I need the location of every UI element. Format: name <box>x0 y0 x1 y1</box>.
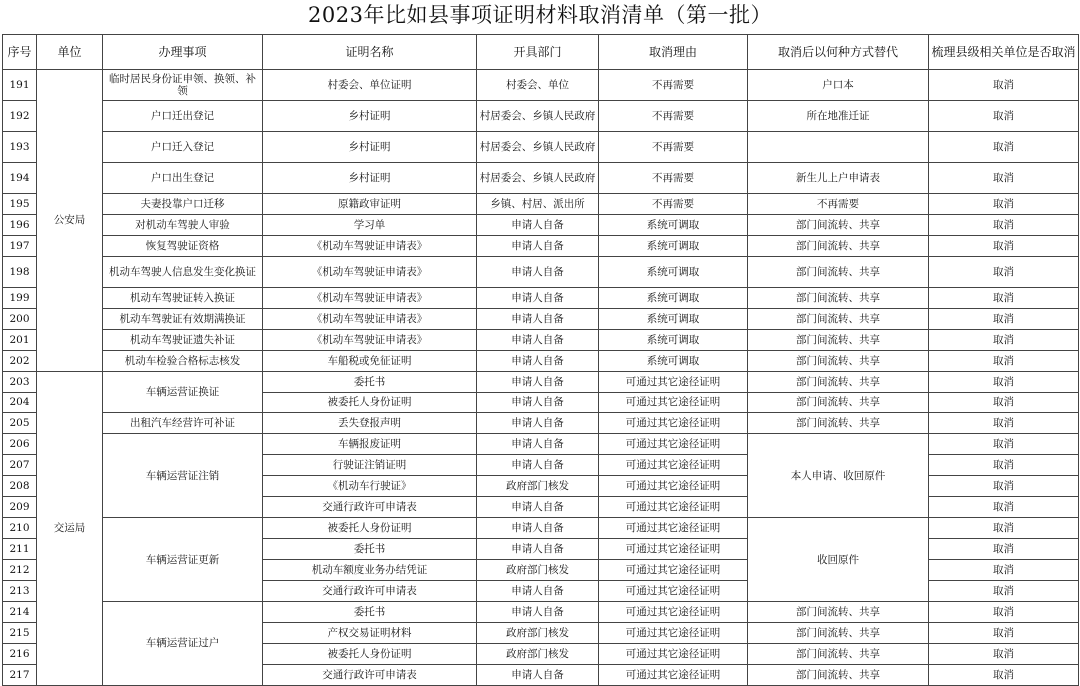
cancel-cell: 取消 <box>929 518 1079 539</box>
cert-cell: 《机动车驾驶证申请表》 <box>263 256 477 287</box>
cert-cell: 委托书 <box>263 371 477 392</box>
item-cell: 临时居民身份证申领、换领、补领 <box>103 70 263 101</box>
row-number: 203 <box>3 371 37 392</box>
reason-cell: 系统可调取 <box>599 214 748 235</box>
reason-cell: 可通过其它途径证明 <box>599 539 748 560</box>
replace-cell: 部门间流转、共享 <box>748 622 929 643</box>
cert-cell: 车船税或免征证明 <box>263 350 477 371</box>
reason-cell: 可通过其它途径证明 <box>599 560 748 581</box>
item-cell: 恢复驾驶证资格 <box>103 235 263 256</box>
row-number: 214 <box>3 601 37 622</box>
row-number: 197 <box>3 235 37 256</box>
cert-cell: 丢失登报声明 <box>263 413 477 434</box>
cancel-cell: 取消 <box>929 101 1079 132</box>
reason-cell: 可通过其它途径证明 <box>599 392 748 413</box>
cert-cell: 《机动车驾驶证申请表》 <box>263 308 477 329</box>
cancel-cell: 取消 <box>929 476 1079 497</box>
dept-cell: 申请人自备 <box>477 580 599 601</box>
cert-cell: 《机动车驾驶证申请表》 <box>263 329 477 350</box>
reason-cell: 可通过其它途径证明 <box>599 643 748 664</box>
cancel-cell: 取消 <box>929 434 1079 455</box>
cert-cell: 被委托人身份证明 <box>263 392 477 413</box>
row-number: 204 <box>3 392 37 413</box>
replace-cell: 不再需要 <box>748 194 929 215</box>
row-number: 217 <box>3 664 37 685</box>
cancel-cell: 取消 <box>929 413 1079 434</box>
replace-cell: 户口本 <box>748 70 929 101</box>
row-number: 198 <box>3 256 37 287</box>
cancel-cell: 取消 <box>929 163 1079 194</box>
row-number: 199 <box>3 287 37 308</box>
replace-cell: 部门间流转、共享 <box>748 329 929 350</box>
header-cell: 取消理由 <box>599 35 748 70</box>
cancel-cell: 取消 <box>929 539 1079 560</box>
header-cell: 取消后以何种方式替代 <box>748 35 929 70</box>
cancel-cell: 取消 <box>929 497 1079 518</box>
reason-cell: 不再需要 <box>599 101 748 132</box>
cert-cell: 委托书 <box>263 601 477 622</box>
replace-cell <box>748 132 929 163</box>
header-cell: 办理事项 <box>103 35 263 70</box>
row-number: 210 <box>3 518 37 539</box>
replace-cell: 部门间流转、共享 <box>748 287 929 308</box>
cert-cell: 被委托人身份证明 <box>263 643 477 664</box>
cancel-list-table <box>2 34 1079 686</box>
reason-cell: 可通过其它途径证明 <box>599 580 748 601</box>
cancel-cell: 取消 <box>929 371 1079 392</box>
replace-cell: 本人申请、收回原件 <box>748 434 929 518</box>
unit-cell: 交运局 <box>37 371 103 685</box>
item-cell: 户口迁入登记 <box>103 132 263 163</box>
table-row <box>3 287 1079 308</box>
item-cell: 车辆运营证注销 <box>103 434 263 518</box>
header-cell: 开具部门 <box>477 35 599 70</box>
cancel-cell: 取消 <box>929 350 1079 371</box>
replace-cell: 部门间流转、共享 <box>748 256 929 287</box>
cancel-cell: 取消 <box>929 664 1079 685</box>
page-title: 2023年比如县事项证明材料取消清单（第一批） <box>308 3 772 27</box>
dept-cell: 申请人自备 <box>477 308 599 329</box>
cancel-cell: 取消 <box>929 392 1079 413</box>
replace-cell: 部门间流转、共享 <box>748 371 929 392</box>
table-row <box>3 235 1079 256</box>
replace-cell: 收回原件 <box>748 518 929 602</box>
replace-cell: 新生儿上户申请表 <box>748 163 929 194</box>
cert-cell: 行驶证注销证明 <box>263 455 477 476</box>
dept-cell: 政府部门核发 <box>477 476 599 497</box>
replace-cell: 部门间流转、共享 <box>748 601 929 622</box>
dept-cell: 政府部门核发 <box>477 560 599 581</box>
cert-cell: 交通行政许可申请表 <box>263 664 477 685</box>
table-row <box>3 256 1079 287</box>
dept-cell: 申请人自备 <box>477 413 599 434</box>
item-cell: 车辆运营证更新 <box>103 518 263 602</box>
cert-cell: 村委会、单位证明 <box>263 70 477 101</box>
row-number: 208 <box>3 476 37 497</box>
cert-cell: 《机动车行驶证》 <box>263 476 477 497</box>
replace-cell: 部门间流转、共享 <box>748 308 929 329</box>
item-cell: 机动车驾驶证遗失补证 <box>103 329 263 350</box>
row-number: 205 <box>3 413 37 434</box>
table-row <box>3 329 1079 350</box>
row-number: 209 <box>3 497 37 518</box>
dept-cell: 村委会、单位 <box>477 70 599 101</box>
header-cell: 单位 <box>37 35 103 70</box>
dept-cell: 申请人自备 <box>477 497 599 518</box>
header-cell: 证明名称 <box>263 35 477 70</box>
table-row <box>3 70 1079 101</box>
cancel-cell: 取消 <box>929 132 1079 163</box>
item-cell: 机动车检验合格标志核发 <box>103 350 263 371</box>
dept-cell: 村居委会、乡镇人民政府 <box>477 101 599 132</box>
reason-cell: 可通过其它途径证明 <box>599 497 748 518</box>
replace-cell: 部门间流转、共享 <box>748 664 929 685</box>
row-number: 213 <box>3 580 37 601</box>
table-row <box>3 518 1079 539</box>
dept-cell: 村居委会、乡镇人民政府 <box>477 132 599 163</box>
dept-cell: 申请人自备 <box>477 518 599 539</box>
row-number: 211 <box>3 539 37 560</box>
reason-cell: 系统可调取 <box>599 350 748 371</box>
item-cell: 户口迁出登记 <box>103 101 263 132</box>
cert-cell: 乡村证明 <box>263 132 477 163</box>
table-row <box>3 214 1079 235</box>
reason-cell: 可通过其它途径证明 <box>599 601 748 622</box>
cancel-cell: 取消 <box>929 455 1079 476</box>
table-row <box>3 132 1079 163</box>
dept-cell: 申请人自备 <box>477 235 599 256</box>
item-cell: 机动车驾驶证有效期满换证 <box>103 308 263 329</box>
dept-cell: 申请人自备 <box>477 434 599 455</box>
row-number: 194 <box>3 163 37 194</box>
row-number: 215 <box>3 622 37 643</box>
cert-cell: 车辆报废证明 <box>263 434 477 455</box>
row-number: 195 <box>3 194 37 215</box>
table-row <box>3 434 1079 455</box>
row-number: 200 <box>3 308 37 329</box>
cert-cell: 《机动车驾驶证申请表》 <box>263 287 477 308</box>
dept-cell: 申请人自备 <box>477 371 599 392</box>
table-row <box>3 308 1079 329</box>
item-cell: 车辆运营证换证 <box>103 371 263 413</box>
row-number: 196 <box>3 214 37 235</box>
replace-cell: 部门间流转、共享 <box>748 214 929 235</box>
row-number: 207 <box>3 455 37 476</box>
replace-cell: 部门间流转、共享 <box>748 235 929 256</box>
table-row <box>3 101 1079 132</box>
dept-cell: 申请人自备 <box>477 256 599 287</box>
cert-cell: 乡村证明 <box>263 163 477 194</box>
row-number: 206 <box>3 434 37 455</box>
cert-cell: 原籍政审证明 <box>263 194 477 215</box>
row-number: 192 <box>3 101 37 132</box>
reason-cell: 不再需要 <box>599 163 748 194</box>
item-cell: 对机动车驾驶人审验 <box>103 214 263 235</box>
cancel-cell: 取消 <box>929 643 1079 664</box>
dept-cell: 申请人自备 <box>477 329 599 350</box>
dept-cell: 申请人自备 <box>477 601 599 622</box>
table-row <box>3 194 1079 215</box>
dept-cell: 政府部门核发 <box>477 643 599 664</box>
cancel-cell: 取消 <box>929 214 1079 235</box>
cert-cell: 《机动车驾驶证申请表》 <box>263 235 477 256</box>
reason-cell: 系统可调取 <box>599 287 748 308</box>
table-row <box>3 413 1079 434</box>
row-number: 202 <box>3 350 37 371</box>
cancel-cell: 取消 <box>929 256 1079 287</box>
reason-cell: 可通过其它途径证明 <box>599 664 748 685</box>
reason-cell: 可通过其它途径证明 <box>599 455 748 476</box>
row-number: 212 <box>3 560 37 581</box>
reason-cell: 不再需要 <box>599 70 748 101</box>
item-cell: 机动车驾驶证转入换证 <box>103 287 263 308</box>
cancel-cell: 取消 <box>929 235 1079 256</box>
cert-cell: 被委托人身份证明 <box>263 518 477 539</box>
reason-cell: 系统可调取 <box>599 308 748 329</box>
dept-cell: 申请人自备 <box>477 214 599 235</box>
dept-cell: 申请人自备 <box>477 664 599 685</box>
dept-cell: 申请人自备 <box>477 455 599 476</box>
cert-cell: 学习单 <box>263 214 477 235</box>
replace-cell: 部门间流转、共享 <box>748 392 929 413</box>
item-cell: 户口出生登记 <box>103 163 263 194</box>
item-cell: 车辆运营证过户 <box>103 601 263 685</box>
reason-cell: 可通过其它途径证明 <box>599 413 748 434</box>
dept-cell: 政府部门核发 <box>477 622 599 643</box>
replace-cell: 部门间流转、共享 <box>748 350 929 371</box>
cert-cell: 委托书 <box>263 539 477 560</box>
row-number: 193 <box>3 132 37 163</box>
reason-cell: 可通过其它途径证明 <box>599 622 748 643</box>
reason-cell: 不再需要 <box>599 194 748 215</box>
reason-cell: 可通过其它途径证明 <box>599 434 748 455</box>
header-cell: 序号 <box>3 35 37 70</box>
dept-cell: 申请人自备 <box>477 287 599 308</box>
cancel-cell: 取消 <box>929 560 1079 581</box>
cert-cell: 交通行政许可申请表 <box>263 497 477 518</box>
header-row <box>3 35 1079 70</box>
cancel-cell: 取消 <box>929 287 1079 308</box>
item-cell: 机动车驾驶人信息发生变化换证 <box>103 256 263 287</box>
cancel-cell: 取消 <box>929 601 1079 622</box>
dept-cell: 申请人自备 <box>477 539 599 560</box>
dept-cell: 乡镇、村居、派出所 <box>477 194 599 215</box>
replace-cell: 所在地准迁证 <box>748 101 929 132</box>
dept-cell: 申请人自备 <box>477 392 599 413</box>
reason-cell: 系统可调取 <box>599 329 748 350</box>
row-number: 191 <box>3 70 37 101</box>
unit-cell: 公安局 <box>37 70 103 372</box>
cancel-cell: 取消 <box>929 622 1079 643</box>
reason-cell: 系统可调取 <box>599 256 748 287</box>
item-cell: 出租汽车经营许可补证 <box>103 413 263 434</box>
cancel-cell: 取消 <box>929 70 1079 101</box>
cancel-cell: 取消 <box>929 329 1079 350</box>
cert-cell: 机动车额度业务办结凭证 <box>263 560 477 581</box>
reason-cell: 不再需要 <box>599 132 748 163</box>
replace-cell: 部门间流转、共享 <box>748 413 929 434</box>
reason-cell: 可通过其它途径证明 <box>599 518 748 539</box>
reason-cell: 可通过其它途径证明 <box>599 371 748 392</box>
reason-cell: 可通过其它途径证明 <box>599 476 748 497</box>
reason-cell: 系统可调取 <box>599 235 748 256</box>
cancel-cell: 取消 <box>929 308 1079 329</box>
table-row <box>3 350 1079 371</box>
table-row <box>3 163 1079 194</box>
cert-cell: 产权交易证明材料 <box>263 622 477 643</box>
row-number: 201 <box>3 329 37 350</box>
cancel-cell: 取消 <box>929 194 1079 215</box>
table-row <box>3 601 1079 622</box>
dept-cell: 申请人自备 <box>477 350 599 371</box>
dept-cell: 村居委会、乡镇人民政府 <box>477 163 599 194</box>
cert-cell: 乡村证明 <box>263 101 477 132</box>
cancel-cell: 取消 <box>929 580 1079 601</box>
cert-cell: 交通行政许可申请表 <box>263 580 477 601</box>
table-row <box>3 371 1079 392</box>
item-cell: 夫妻投靠户口迁移 <box>103 194 263 215</box>
replace-cell: 部门间流转、共享 <box>748 643 929 664</box>
row-number: 216 <box>3 643 37 664</box>
header-cell: 梳理县级相关单位是否取消 <box>929 35 1079 70</box>
